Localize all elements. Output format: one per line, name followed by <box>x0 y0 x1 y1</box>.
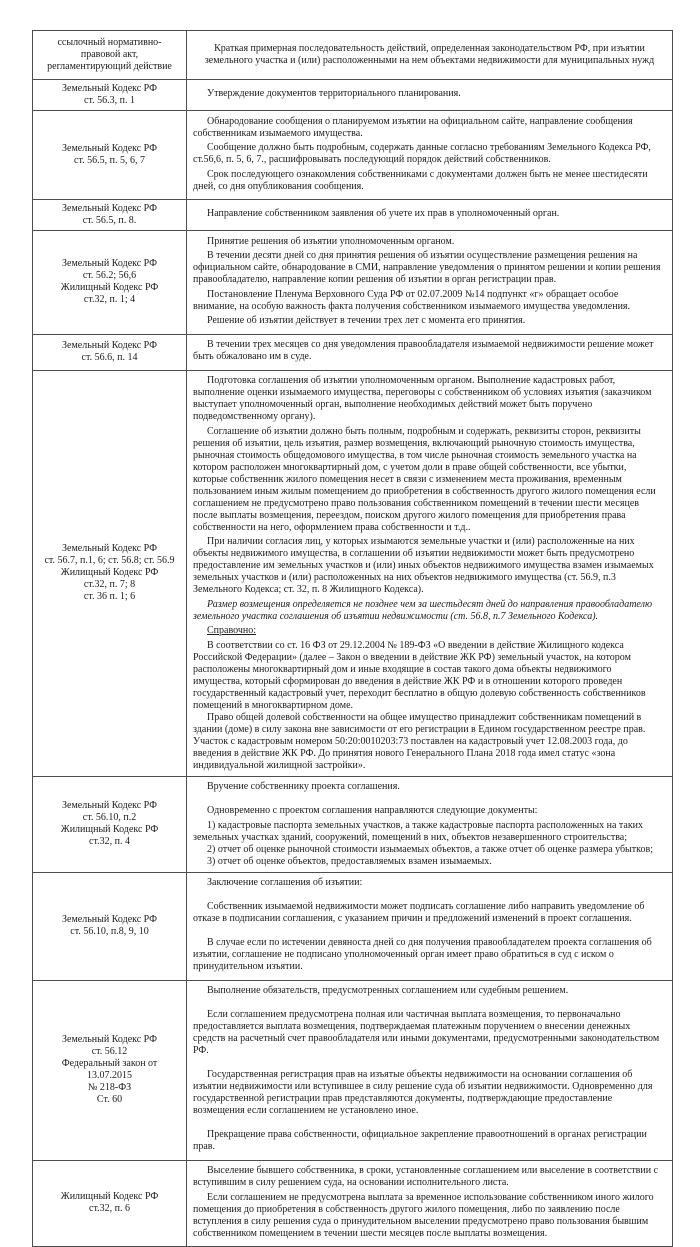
act-reference-line: № 218-ФЗ <box>87 1082 132 1093</box>
sequence-paragraph: Принятие решения об изъятии уполномоченным органом. <box>207 235 455 247</box>
act-reference-line: Земельный Кодекс РФ <box>62 800 157 811</box>
act-cell <box>33 334 187 370</box>
sequence-paragraph: 2) отчет об оценке рыночной стоимости изымаемых объектов, а также отчет об оценке размера убытков; <box>207 843 653 855</box>
sequence-paragraph: Заключение соглашения об изъятии: <box>207 877 363 888</box>
sequence-paragraph: В течении трех месяцев со дня уведомления правообладателя изымаемой недвижимости решение может быть обжаловано им в суде. <box>193 339 654 362</box>
header-sequence-column: Краткая примерная последовательность действий, определенная законодательством РФ, при изъятии земельного участка и (или) расположенными на нем объектами недвижимости для муниципальных нужд <box>187 31 673 80</box>
sequence-paragraph: Право общей долевой собственности на общее имущество принадлежит собственникам помещений в здании (доме) в силу закона вне зависимости от его регистрации в Едином государственном реестре прав. Участок с кадастровым номером 50:20:0010203:73 поставлен на кадастровый учет 12.08.2003 года, до введения в действие ЖК РФ. До принятия нового Генерального Плана 2018 года имел статус «зона индивидуальной жилищной застройки». <box>193 711 646 771</box>
act-reference-line: ст. 56.2; 56,6 <box>82 270 137 282</box>
table-row <box>33 80 673 111</box>
sequence-paragraph: Размер возмещения определяется не позднее чем за шестьдесят дней до направления правообладателю земельного участка соглашения об изъятии недвижимости (ст. 56.8, п.7 Земельного Кодекса). <box>193 598 653 622</box>
sequence-cell <box>187 1160 673 1247</box>
table-body <box>33 80 673 1247</box>
act-reference-line: Федеральный закон от 13.07.2015 <box>61 1058 158 1081</box>
act-reference-line: ст. 56.5, п. 5, 6, 7 <box>74 155 145 166</box>
header-act-column: ссылочный нормативно-правовой акт, регламентирующий действие <box>33 31 187 80</box>
sequence-paragraph: Направление собственником заявления об учете их прав в уполномоченный орган. <box>207 208 560 219</box>
sequence-paragraph: Выполнение обязательств, предусмотренных соглашением или судебным решением. <box>207 985 569 996</box>
table-row <box>33 776 673 872</box>
sequence-paragraph: Постановление Пленума Верховного Суда РФ от 02.07.2009 №14 подпункт «г» обращает особое внимание, на особую важность факта получения собственником изымаемого имущества уведомления. <box>193 288 631 312</box>
sequence-paragraph: Государственная регистрация прав на изъятые объекты недвижимости на основании соглашения об изъятии недвижимости или вступившее в силу решение суда об изъятии недвижимости. Одновременно для государственной регистрации прав представляются документы, подтверждающие предоставление возмещения если соглашением не установлено иное. <box>193 1069 653 1116</box>
act-cell <box>33 776 187 872</box>
table-row <box>33 980 673 1160</box>
sequence-cell <box>187 231 673 335</box>
act-reference-line: Земельный Кодекс РФ <box>62 543 157 554</box>
act-reference-line: ст.32, п. 7; 8 <box>83 579 136 590</box>
act-reference-line: Земельный Кодекс РФ <box>62 203 157 214</box>
act-reference-line: ст.32, п. 6 <box>89 1203 130 1215</box>
sequence-paragraph: При наличии согласия лиц, у которых изымаются земельные участки и (или) расположенные на них объекты недвижимого имущества, в соглашении об изъятии недвижимости может быть предусмотрено предоставление им земельных участков и (или) иных объектов недвижимого имущества взамен изымаемых земельных участков и (или) расположенных на них объектов недвижимого имущества (ст. 56.9, п.3 Земельного Кодекса; ст. 32, п. 8 Жилищного Кодекса). <box>193 536 654 595</box>
act-reference-line: ст.32, п. 1; 4 <box>83 294 136 306</box>
sequence-paragraph: Сообщение должно быть подробным, содержать данные согласно требованиям Земельного Кодекса РФ, ст.56,6, п. 5, 6, 7., расшифровывать последующий порядок действий собственников. <box>193 142 651 165</box>
sequence-paragraph: В случае если по истечении девяноста дней со дня получения правообладателем проекта соглашения об изъятии, соглашение не подписано уполномоченный орган имеет право обратиться в суд с иском о принудительном изъятии. <box>193 937 652 972</box>
sequence-paragraph: 1) кадастровые паспорта земельных участков, а также кадастровые паспорта расположенных на таких земельных участках зданий, сооружений, помещений в них, объектов незавершенного строительства; <box>193 819 644 843</box>
act-reference-line: ст. 56.12 <box>91 1046 128 1057</box>
sequence-cell <box>187 776 673 872</box>
sequence-cell <box>187 872 673 980</box>
act-cell <box>33 1160 187 1247</box>
sequence-cell <box>187 200 673 231</box>
act-reference-line: Земельный Кодекс РФ <box>62 1034 157 1045</box>
sequence-paragraph: Соглашение об изъятии должно быть полным, подробным и содержать, реквизиты сторон, реквизиты решения об изъятии, цель изъятия, размер возмещения, включающий рыночную стоимость имущества, рыночная стоимость общедомового имущества, в том числе рыночная стоимость земельного участка на котором расположен многоквартирный дом, с учетом доли в праве общей собственности, все убытки, которые собственник жилого помещения несет в связи с изменением места проживания, временным пользованием иным жилым помещением до приобретения в собственность другого жилого помещения если соглашением не предусмотрено право пользования собственником помещений в течении шести месяцев после выплаты возмещения, переездом, поиском другого жилого помещения для приобретения права собственности на него, оформлением права собственности и т.д.. <box>193 425 656 533</box>
sequence-paragraph: Вручение собственнику проекта соглашения. <box>207 781 400 792</box>
sequence-paragraph: Справочно: <box>207 625 257 636</box>
sequence-paragraph: Одновременно с проектом соглашения направляются следующие документы: <box>207 805 538 816</box>
sequence-paragraph: Собственник изымаемой недвижимости может подписать соглашение либо направить уведомление об отказе в подписании соглашения, с указанием причин и предложений изменений в проект соглашения. <box>193 901 645 924</box>
table-row <box>33 111 673 200</box>
act-reference-line: ст. 56.3, п. 1 <box>84 95 135 106</box>
act-cell <box>33 80 187 111</box>
sequence-cell <box>187 80 673 111</box>
sequence-cell <box>187 980 673 1160</box>
act-reference-line: Земельный Кодекс РФ <box>62 83 157 94</box>
act-reference-line: Жилищный Кодекс РФ <box>60 567 159 578</box>
table-row <box>33 872 673 980</box>
act-cell <box>33 231 187 335</box>
table-row <box>33 1160 673 1247</box>
sequence-paragraph: Обнародование сообщения о планируемом изъятии на официальном сайте, направление сообщения собственникам изымаемого имущества. <box>193 115 633 139</box>
sequence-paragraph: В соответствии со ст. 16 ФЗ от 29.12.2004 № 189-ФЗ «О введении в действие Жилищного кодекса Российской Федерации» (далее – Закон о введении в действие ЖК РФ) земельный участок, на котором расположены многоквартирный дом и иные входящие в состав такого дома объекты недвижимого имущества, который сформирован до введения в действие ЖК РФ и в отношении которого проведен государственный кадастровый учет, переходит бесплатно в общую долевую собственность собственников помещений в многоквартирном доме. <box>193 639 646 711</box>
sequence-paragraph: Решение об изъятии действует в течении трех лет с момента его принятия. <box>207 315 526 326</box>
act-reference-line: ст. 56.5, п. 8. <box>82 215 137 226</box>
table-header <box>33 31 673 80</box>
act-reference-line: Земельный Кодекс РФ <box>62 914 157 925</box>
act-reference-line: ст. 56.10, п.8, 9, 10 <box>70 926 149 937</box>
sequence-cell <box>187 370 673 776</box>
act-reference-line: Земельный Кодекс РФ <box>62 340 157 351</box>
sequence-paragraph: Утверждение документов территориального планирования. <box>207 88 461 99</box>
act-reference-line: Земельный Кодекс РФ <box>62 258 157 270</box>
table-row <box>33 200 673 231</box>
sequence-paragraph: Прекращение права собственности, официальное закрепление правоотношений в органах регистрации прав. <box>193 1129 647 1152</box>
act-reference-line: Жилищный Кодекс РФ <box>60 282 159 294</box>
act-reference-line: ст. 56.6, п. 14 <box>81 352 138 363</box>
act-reference-line: ст. 56.7, п.1, 6; ст. 56.8; ст. 56.9 <box>44 555 175 566</box>
sequence-cell <box>187 111 673 200</box>
act-reference-line: Жилищный Кодекс РФ <box>60 1191 159 1203</box>
sequence-cell <box>187 334 673 370</box>
act-cell <box>33 200 187 231</box>
act-cell <box>33 980 187 1160</box>
act-cell <box>33 370 187 776</box>
sequence-paragraph: Выселение бывшего собственника, в сроки, установленные соглашением или выселение в соответствии с вступившим в силу решением суда, на основании исполнительного листа. <box>193 1165 659 1188</box>
header-row <box>33 31 673 80</box>
sequence-paragraph: В течении десяти дней со дня принятия решения об изъятии осуществление размещения решения на официальном сайте, обнародование в СМИ, направление уведомления о принятом решении и копии решения правообладателю, направление копии решения об изъятии в орган регистрации прав. <box>193 250 661 285</box>
sequence-paragraph: Подготовка соглашения об изъятии уполномоченным органом. Выполнение кадастровых работ, выполнение оценки изымаемого имущества, переговоры с собственником об условиях изъятия (заказчиком выступает уполномоченный орган, выполнение необходимых действий может быть поручено подведомственному органу). <box>193 375 652 422</box>
act-reference-line: Ст. 60 <box>96 1094 123 1105</box>
table-row <box>33 370 673 776</box>
sequence-paragraph: 3) отчет об оценке объектов, предоставляемых взамен изымаемых. <box>207 855 492 867</box>
act-reference-line: ст. 56.10, п.2 <box>82 812 137 823</box>
act-reference-line: Жилищный Кодекс РФ <box>60 824 159 835</box>
sequence-paragraph: Срок последующего ознакомления собственниками с документами должен быть не менее шестидесяти дней, со дня опубликования сообщения. <box>193 168 648 192</box>
table-row <box>33 231 673 335</box>
act-reference-line: ст. 36 п. 1; 6 <box>83 591 136 602</box>
act-reference-line: ст.32, п. 4 <box>89 836 130 847</box>
legal-actions-table <box>32 30 673 1247</box>
act-cell <box>33 111 187 200</box>
sequence-paragraph: Если соглашением предусмотрена полная или частичная выплата возмещения, то первоначально предоставляется выплата возмещения, подтверждаемая платежным поручением о внесении денежных средств на расчетный счет правообладателя или иными документами, предусмотренными законодательством РФ. <box>193 1009 660 1056</box>
act-cell <box>33 872 187 980</box>
sequence-paragraph: Если соглашением не предусмотрена выплата за временное использование собственником иного жилого помещения до приобретения в собственность другого жилого помещения, либо по заявлению после вступления в силу решения суда о принудительном выселении предусмотрено право пользования бывшим собственником помещением в течении шести месяцев после выплаты возмещения. <box>193 1191 654 1239</box>
table-row <box>33 334 673 370</box>
act-reference-line: Земельный Кодекс РФ <box>62 143 157 154</box>
